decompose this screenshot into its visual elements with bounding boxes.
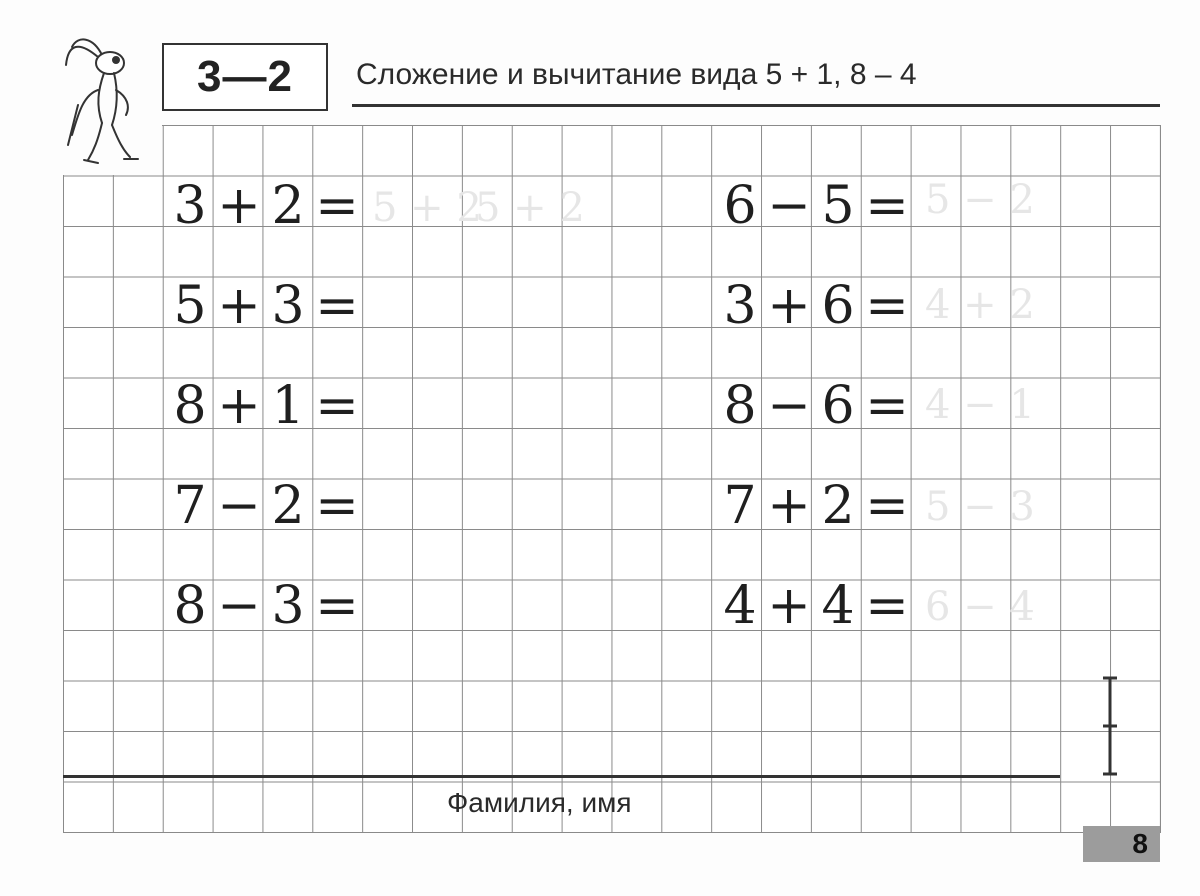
operator: + <box>767 276 813 336</box>
equals-sign: = <box>865 176 911 236</box>
operand: 2 <box>821 476 857 536</box>
operand: 4 <box>723 576 759 636</box>
operator: + <box>767 476 813 536</box>
equation-right-3 <box>716 376 912 436</box>
page-number-badge <box>1083 826 1160 862</box>
equation-left-2 <box>166 276 362 336</box>
equals-sign: = <box>865 276 911 336</box>
operand: 3 <box>723 276 759 336</box>
equals-sign: = <box>865 376 911 436</box>
operand: 4 <box>821 576 857 636</box>
equation-right-1 <box>716 176 912 236</box>
operator: + <box>217 176 263 236</box>
operand: 5 <box>173 276 209 336</box>
operator: − <box>217 576 263 636</box>
equals-sign: = <box>315 576 361 636</box>
equals-sign: = <box>315 476 361 536</box>
equation-left-4 <box>166 476 362 536</box>
operator: + <box>217 276 263 336</box>
operator: + <box>767 576 813 636</box>
operand: 6 <box>821 276 857 336</box>
ghost-text: 5 + 2 <box>372 185 482 231</box>
operand: 7 <box>173 476 209 536</box>
operand: 3 <box>271 576 307 636</box>
operand: 7 <box>723 476 759 536</box>
equals-sign: = <box>315 276 361 336</box>
operand: 6 <box>821 376 857 436</box>
title-underline <box>352 104 1160 107</box>
operand: 8 <box>173 576 209 636</box>
ghost-text: 4 − 1 <box>925 382 1035 428</box>
equation-right-5 <box>716 576 912 636</box>
equation-left-1 <box>166 176 362 236</box>
operand: 2 <box>271 476 307 536</box>
operand: 3 <box>173 176 209 236</box>
equation-right-4 <box>716 476 912 536</box>
operand: 8 <box>723 376 759 436</box>
page-number: 8 <box>1132 828 1148 859</box>
operand: 5 <box>821 176 857 236</box>
operand: 1 <box>271 376 307 436</box>
equation-left-5 <box>166 576 362 636</box>
name-line <box>63 775 1060 778</box>
ghost-text: 5 + 2 <box>475 185 585 231</box>
equals-sign: = <box>315 376 361 436</box>
lesson-number: 3—2 <box>197 52 293 101</box>
equals-sign: = <box>865 576 911 636</box>
ghost-text: 5 − 3 <box>925 484 1035 530</box>
ghost-text: 6 − 4 <box>925 584 1035 630</box>
ghost-text: 5 − 2 <box>925 177 1035 223</box>
operand: 8 <box>173 376 209 436</box>
operator: + <box>217 376 263 436</box>
worksheet-title: Сложение и вычитание вида 5 + 1, 8 – 4 <box>356 58 917 91</box>
equals-sign: = <box>315 176 361 236</box>
ghost-text: 4 + 2 <box>925 282 1035 328</box>
operand: 2 <box>271 176 307 236</box>
operator: − <box>217 476 263 536</box>
equals-sign: = <box>865 476 911 536</box>
operand: 3 <box>271 276 307 336</box>
operator: − <box>767 376 813 436</box>
score-bracket-icon <box>1100 676 1120 776</box>
name-field-label: Фамилия, имя <box>447 787 632 818</box>
equation-right-2 <box>716 276 912 336</box>
equation-left-3 <box>166 376 362 436</box>
operand: 6 <box>723 176 759 236</box>
lesson-number-box <box>162 43 328 111</box>
operator: − <box>767 176 813 236</box>
grasshopper-mascot-icon <box>58 35 148 175</box>
